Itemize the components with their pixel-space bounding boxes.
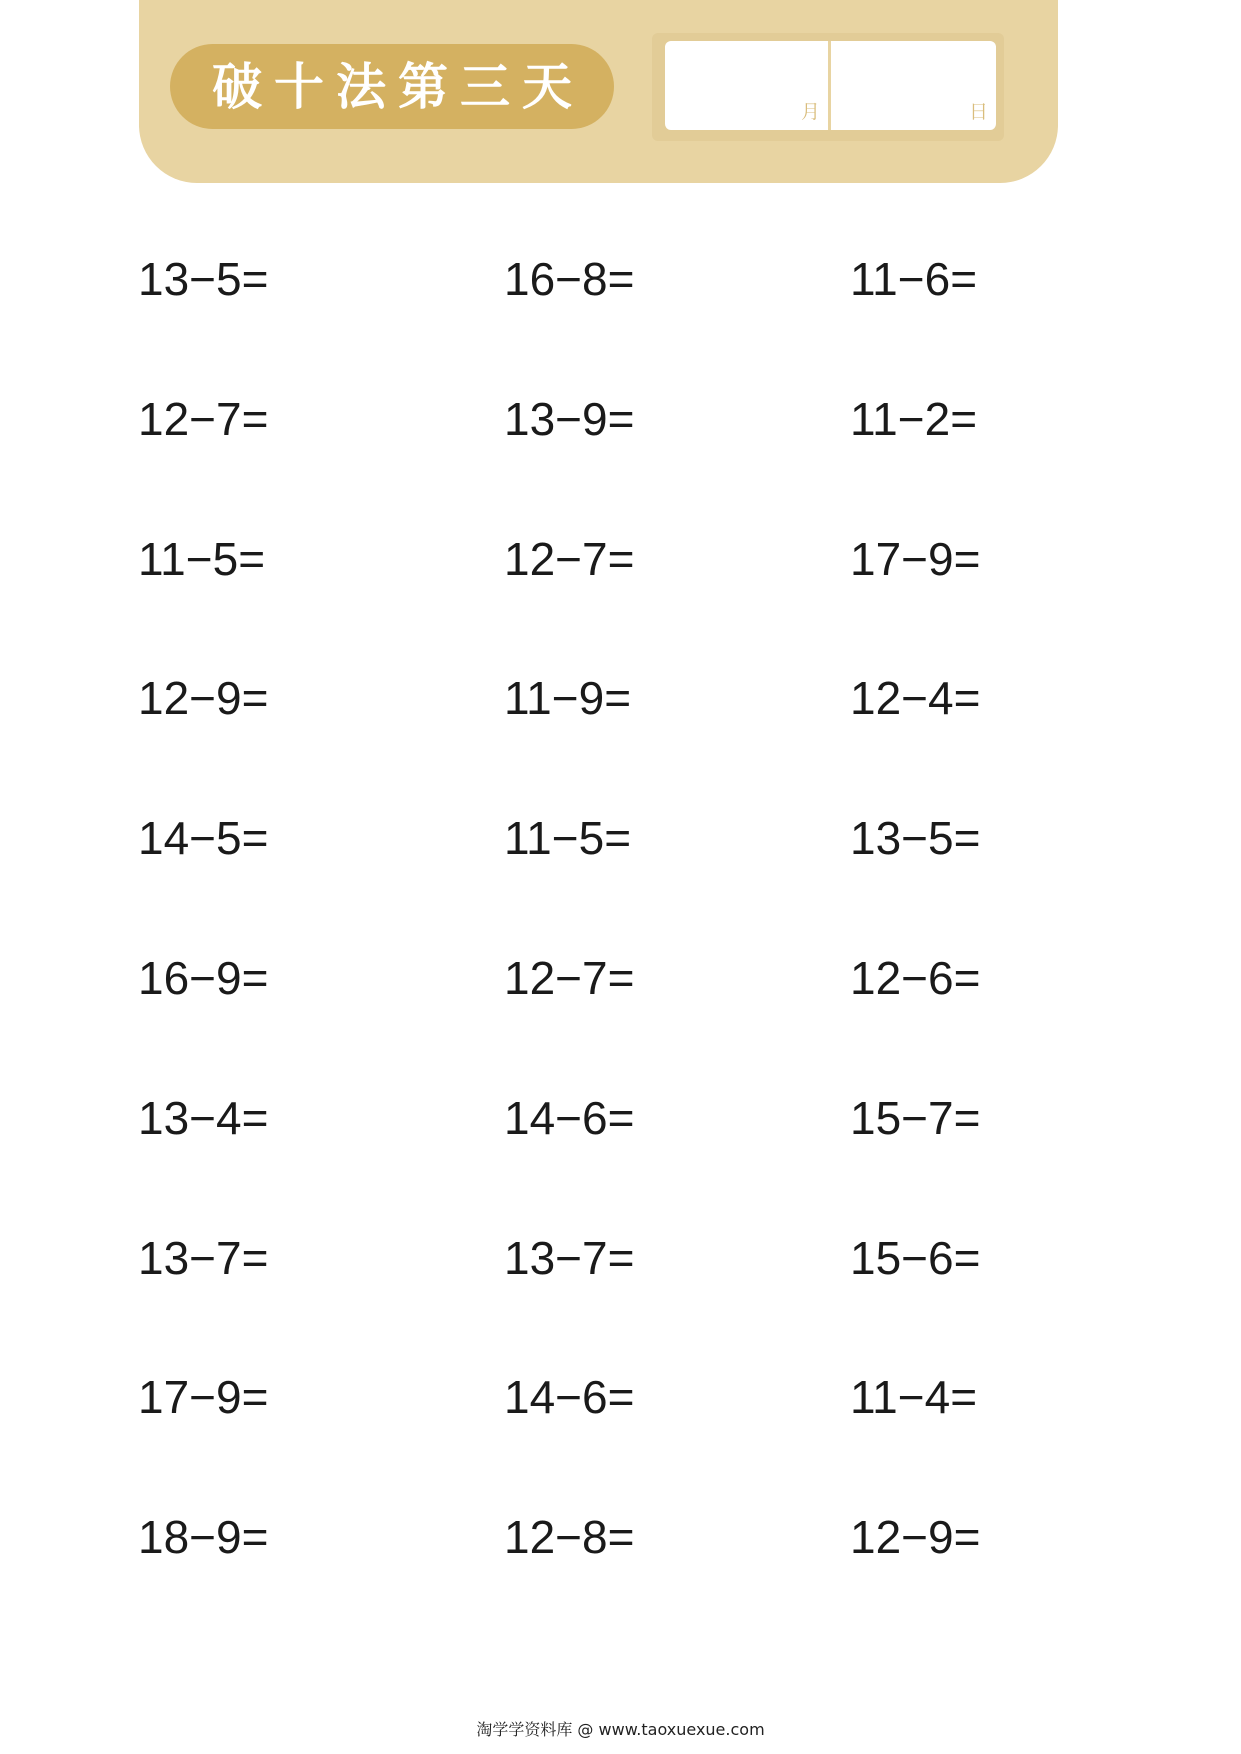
math-problem: 12−9= [138, 672, 269, 724]
math-problem: 11−6= [850, 253, 978, 305]
math-problem: 13−7= [504, 1232, 635, 1284]
math-problem: 12−7= [138, 393, 269, 445]
math-problem: 11−4= [850, 1371, 978, 1423]
math-problem: 16−9= [138, 952, 269, 1004]
math-problem: 13−5= [850, 812, 981, 864]
math-problem: 12−8= [504, 1511, 635, 1563]
month-field[interactable] [665, 41, 828, 130]
math-problem: 13−9= [504, 393, 635, 445]
title-badge [170, 44, 614, 129]
math-problem: 11−2= [850, 393, 978, 445]
math-problem: 11−5= [504, 812, 632, 864]
math-problem: 15−7= [850, 1092, 981, 1144]
day-field[interactable] [831, 41, 996, 130]
math-problem: 12−7= [504, 952, 635, 1004]
day-label: 日 [968, 101, 988, 123]
math-problem: 15−6= [850, 1232, 981, 1284]
math-problem: 16−8= [504, 253, 635, 305]
page-title: 破十法第三天 [212, 57, 584, 116]
math-problem: 13−4= [138, 1092, 269, 1144]
math-problem: 14−6= [504, 1371, 635, 1423]
math-problem: 12−7= [504, 533, 635, 585]
math-problem: 12−4= [850, 672, 981, 724]
math-problem: 14−5= [138, 812, 269, 864]
math-problem: 14−6= [504, 1092, 635, 1144]
math-problem: 17−9= [850, 533, 981, 585]
math-problem: 11−5= [138, 533, 266, 585]
math-problem: 11−9= [504, 672, 632, 724]
math-problem: 13−5= [138, 253, 269, 305]
math-problem: 12−6= [850, 952, 981, 1004]
footer-watermark: 淘学学资料库 @ www.taoxuexue.com [476, 1720, 765, 1739]
math-problem: 13−7= [138, 1232, 269, 1284]
math-problem: 18−9= [138, 1511, 269, 1563]
math-problem: 12−9= [850, 1511, 981, 1563]
month-label: 月 [800, 101, 820, 123]
math-problem: 17−9= [138, 1371, 269, 1423]
